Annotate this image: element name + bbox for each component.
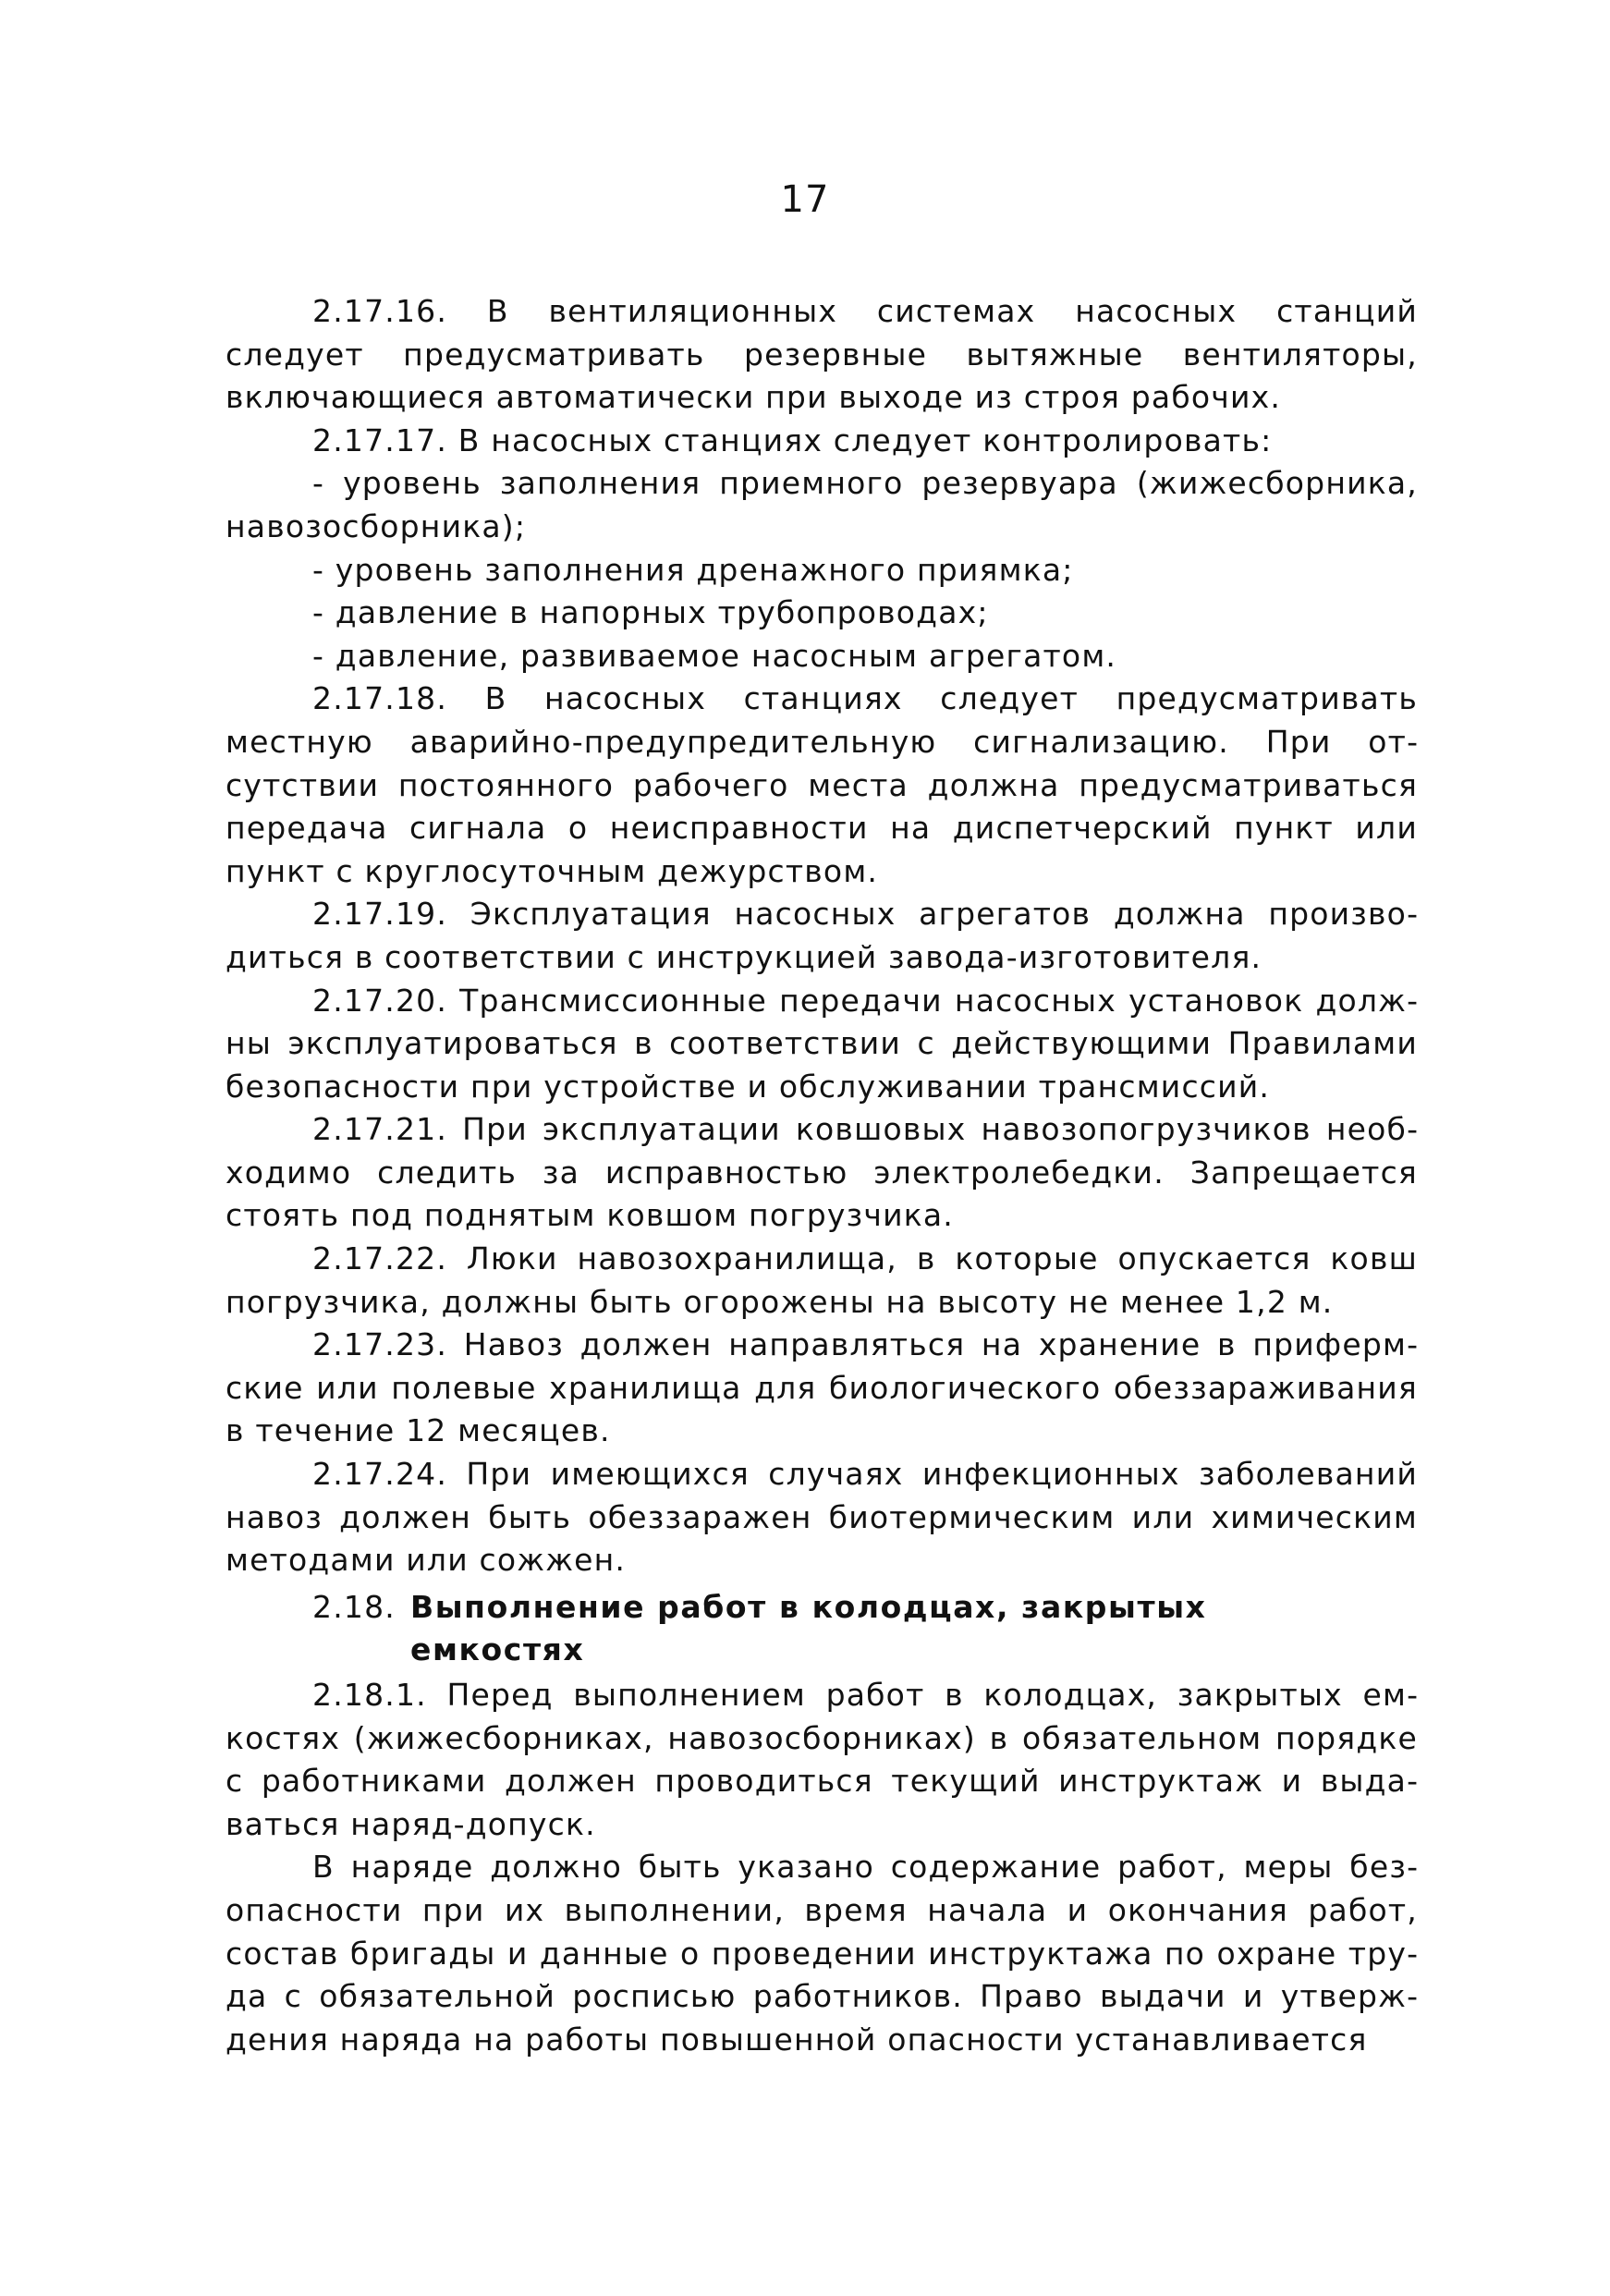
body-text <box>226 290 1418 2061</box>
paragraph-2-17-24: 2.17.24. При имеющихся случаях инфекционных заболеваний навоз должен быть обеззаражен биотермическим или химическим методами или сожжен. <box>226 1456 1418 1579</box>
paragraph-2-17-23: 2.17.23. Навоз должен направляться на хранение в прифермские или полевые хранилища для биологического обеззараживания в течение 12 месяцев. <box>226 1326 1418 1449</box>
list-item: - уровень заполнения приемного резервуара (жижесборника, навозосборника); <box>226 465 1418 544</box>
page-number: 17 <box>780 178 830 221</box>
paragraph-2-17-20: 2.17.20. Трансмиссионные передачи насосных установок должны эксплуатироваться в соответствии с действующими Правилами безопасности при устройстве и обслуживании трансмиссий. <box>226 982 1418 1105</box>
section-number: 2.18. <box>312 1588 396 1625</box>
list-item: - давление в напорных трубопроводах; <box>312 594 989 631</box>
paragraph-2-17-19: 2.17.19. Эксплуатация насосных агрегатов должна производиться в соответствии с инструкцией завода-изготовителя. <box>226 896 1418 975</box>
section-title: Выполнение работ в колодцах, закрытых емкостях <box>409 1588 1207 1668</box>
paragraph-2-17-17: 2.17.17. В насосных станциях следует контролировать: <box>312 421 1273 458</box>
paragraph-naryad: В наряде должно быть указано содержание работ, меры безопасности при их выполнении, время начала и окончания работ, состав бригады и данные о проведении инструктажа по охране труда с обязательной росписью работников. Право выдачи и утверждения наряда на работы повышенной опасности устанавливается <box>226 1849 1418 2058</box>
paragraph-2-17-16: 2.17.16. В вентиляционных системах насосных станций следует предусматривать резервные вытяжные вентиляторы, включающиеся автоматически при выходе из строя рабочих. <box>226 293 1418 416</box>
section-heading-2-18 <box>226 1586 1418 1672</box>
paragraph-2-17-18: 2.17.18. В насосных станциях следует предусматривать местную аварийно-предупредительную сигнализацию. При отсутствии постоянного рабочего места должна предусматриваться передача сигнала о неисправности на диспетчерский пункт или пункт с круглосуточным дежурством. <box>226 680 1418 889</box>
list-item: - уровень заполнения дренажного приямка; <box>312 551 1074 588</box>
paragraph-2-17-21: 2.17.21. При эксплуатации ковшовых навозопогрузчиков необходимо следить за исправностью электролебедки. Запрещается стоять под поднятым ковшом погрузчика. <box>226 1111 1418 1234</box>
paragraph-2-17-22: 2.17.22. Люки навозохранилища, в которые опускается ковш погрузчика, должны быть огорожены на высоту не менее 1,2 м. <box>226 1240 1418 1320</box>
paragraph-2-18-1: 2.18.1. Перед выполнением работ в колодцах, закрытых емкостях (жижесборниках, навозосборниках) в обязательном порядке с работниками должен проводиться текущий инструктаж и выдаваться наряд-допуск. <box>226 1677 1418 1842</box>
list-item: - давление, развиваемое насосным агрегатом. <box>312 637 1117 674</box>
